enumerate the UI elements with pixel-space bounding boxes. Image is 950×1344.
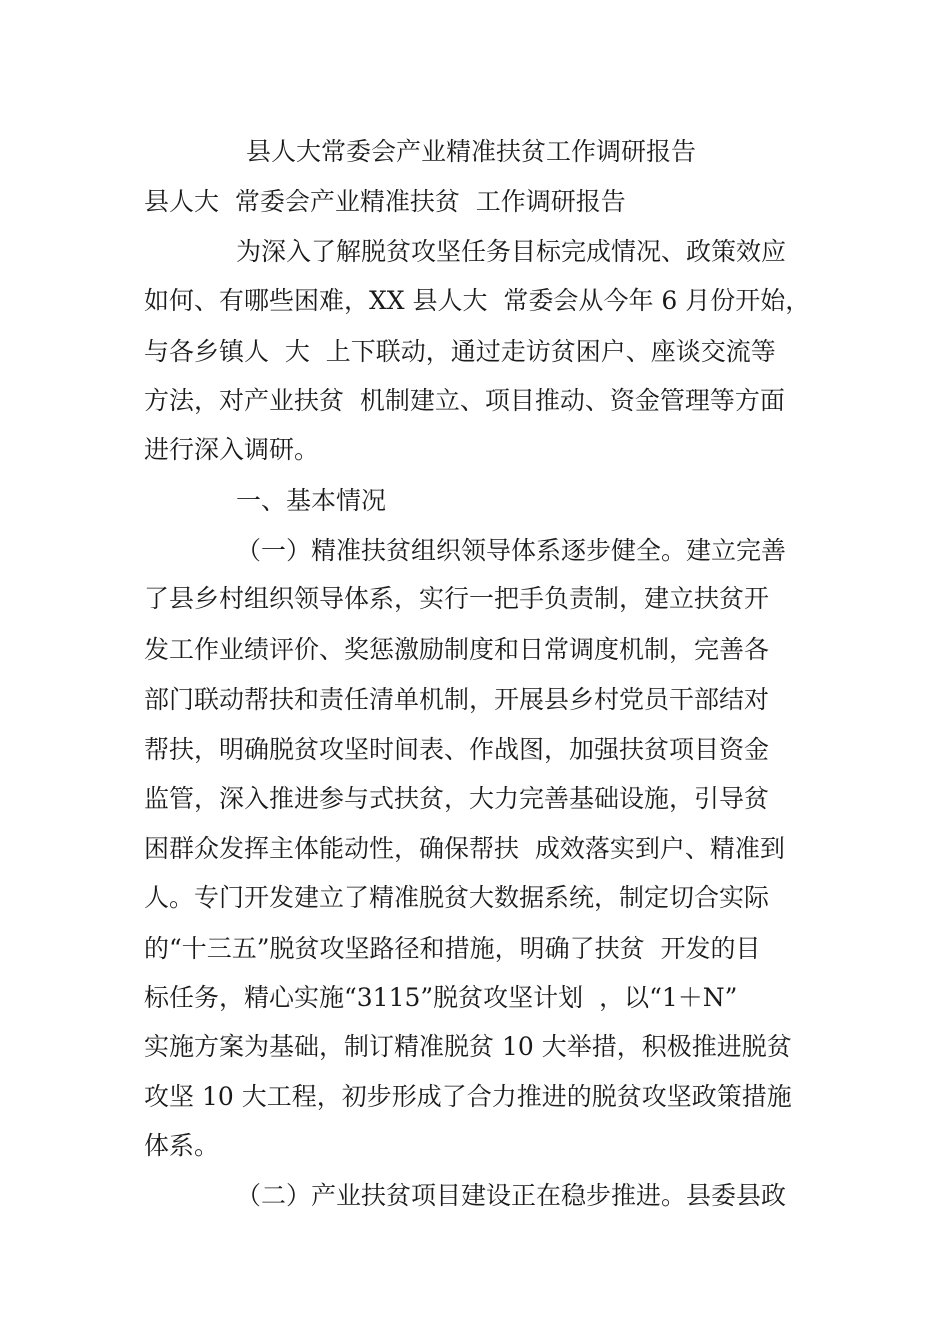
body-line-17: 实施方案为基础，制订精准脱贫 10 大举措，积极推进脱贫 [144,1032,792,1061]
body-line-2: 如何、有哪些困难，XX 县人大 常委会从今年 6 月份开始， [144,286,811,315]
body-line-5: 进行深入调研。 [144,435,320,464]
body-line-9: 发工作业绩评价、奖惩激励制度和日常调度机制，完善各 [144,635,770,664]
body-line-15: 的“十三五”脱贫攻坚路径和措施，明确了扶贫 开发的目 [144,934,761,963]
body-line-11: 帮扶，明确脱贫攻坚时间表、作战图，加强扶贫项目资金 [144,735,770,764]
body-line-13: 困群众发挥主体能动性，确保帮扶 成效落实到户、精准到 [144,834,785,863]
body-line-19: 体系。 [144,1131,220,1160]
body-line-8: 了县乡村组织领导体系，实行一把手负责制，建立扶贫开 [144,584,770,613]
body-line-14: 人。专门开发建立了精准脱贫大数据系统，制定切合实际 [144,883,770,912]
body-line-12: 监管，深入推进参与式扶贫，大力完善基础设施，引导贫 [144,784,770,813]
body-line-16: 标任务，精心实施“3115”脱贫攻坚计划 ，以“1＋N” [144,983,738,1012]
body-line-1: 为深入了解脱贫攻坚任务目标完成情况、政策效应 [236,237,787,266]
body-line-10: 部门联动帮扶和责任清单机制，开展县乡村党员干部结对 [144,685,770,714]
body-line-18: 攻坚 10 大工程，初步形成了合力推进的脱贫攻坚政策措施 [144,1082,792,1111]
body-line-7: （一）精准扶贫组织领导体系逐步健全。建立完善 [236,536,787,565]
body-line-20: （二）产业扶贫项目建设正在稳步推进。县委县政 [236,1181,787,1210]
body-line-3: 与各乡镇人 大 上下联动，通过走访贫困户、座谈交流等 [144,337,776,366]
body-line-4: 方法，对产业扶贫 机制建立、项目推动、资金管理等方面 [144,386,785,415]
document-subtitle: 县人大 常委会产业精准扶贫 工作调研报告 [144,187,626,216]
document-title: 县人大常委会产业精准扶贫工作调研报告 [246,137,697,166]
section-heading-basic: 一、基本情况 [236,486,387,515]
